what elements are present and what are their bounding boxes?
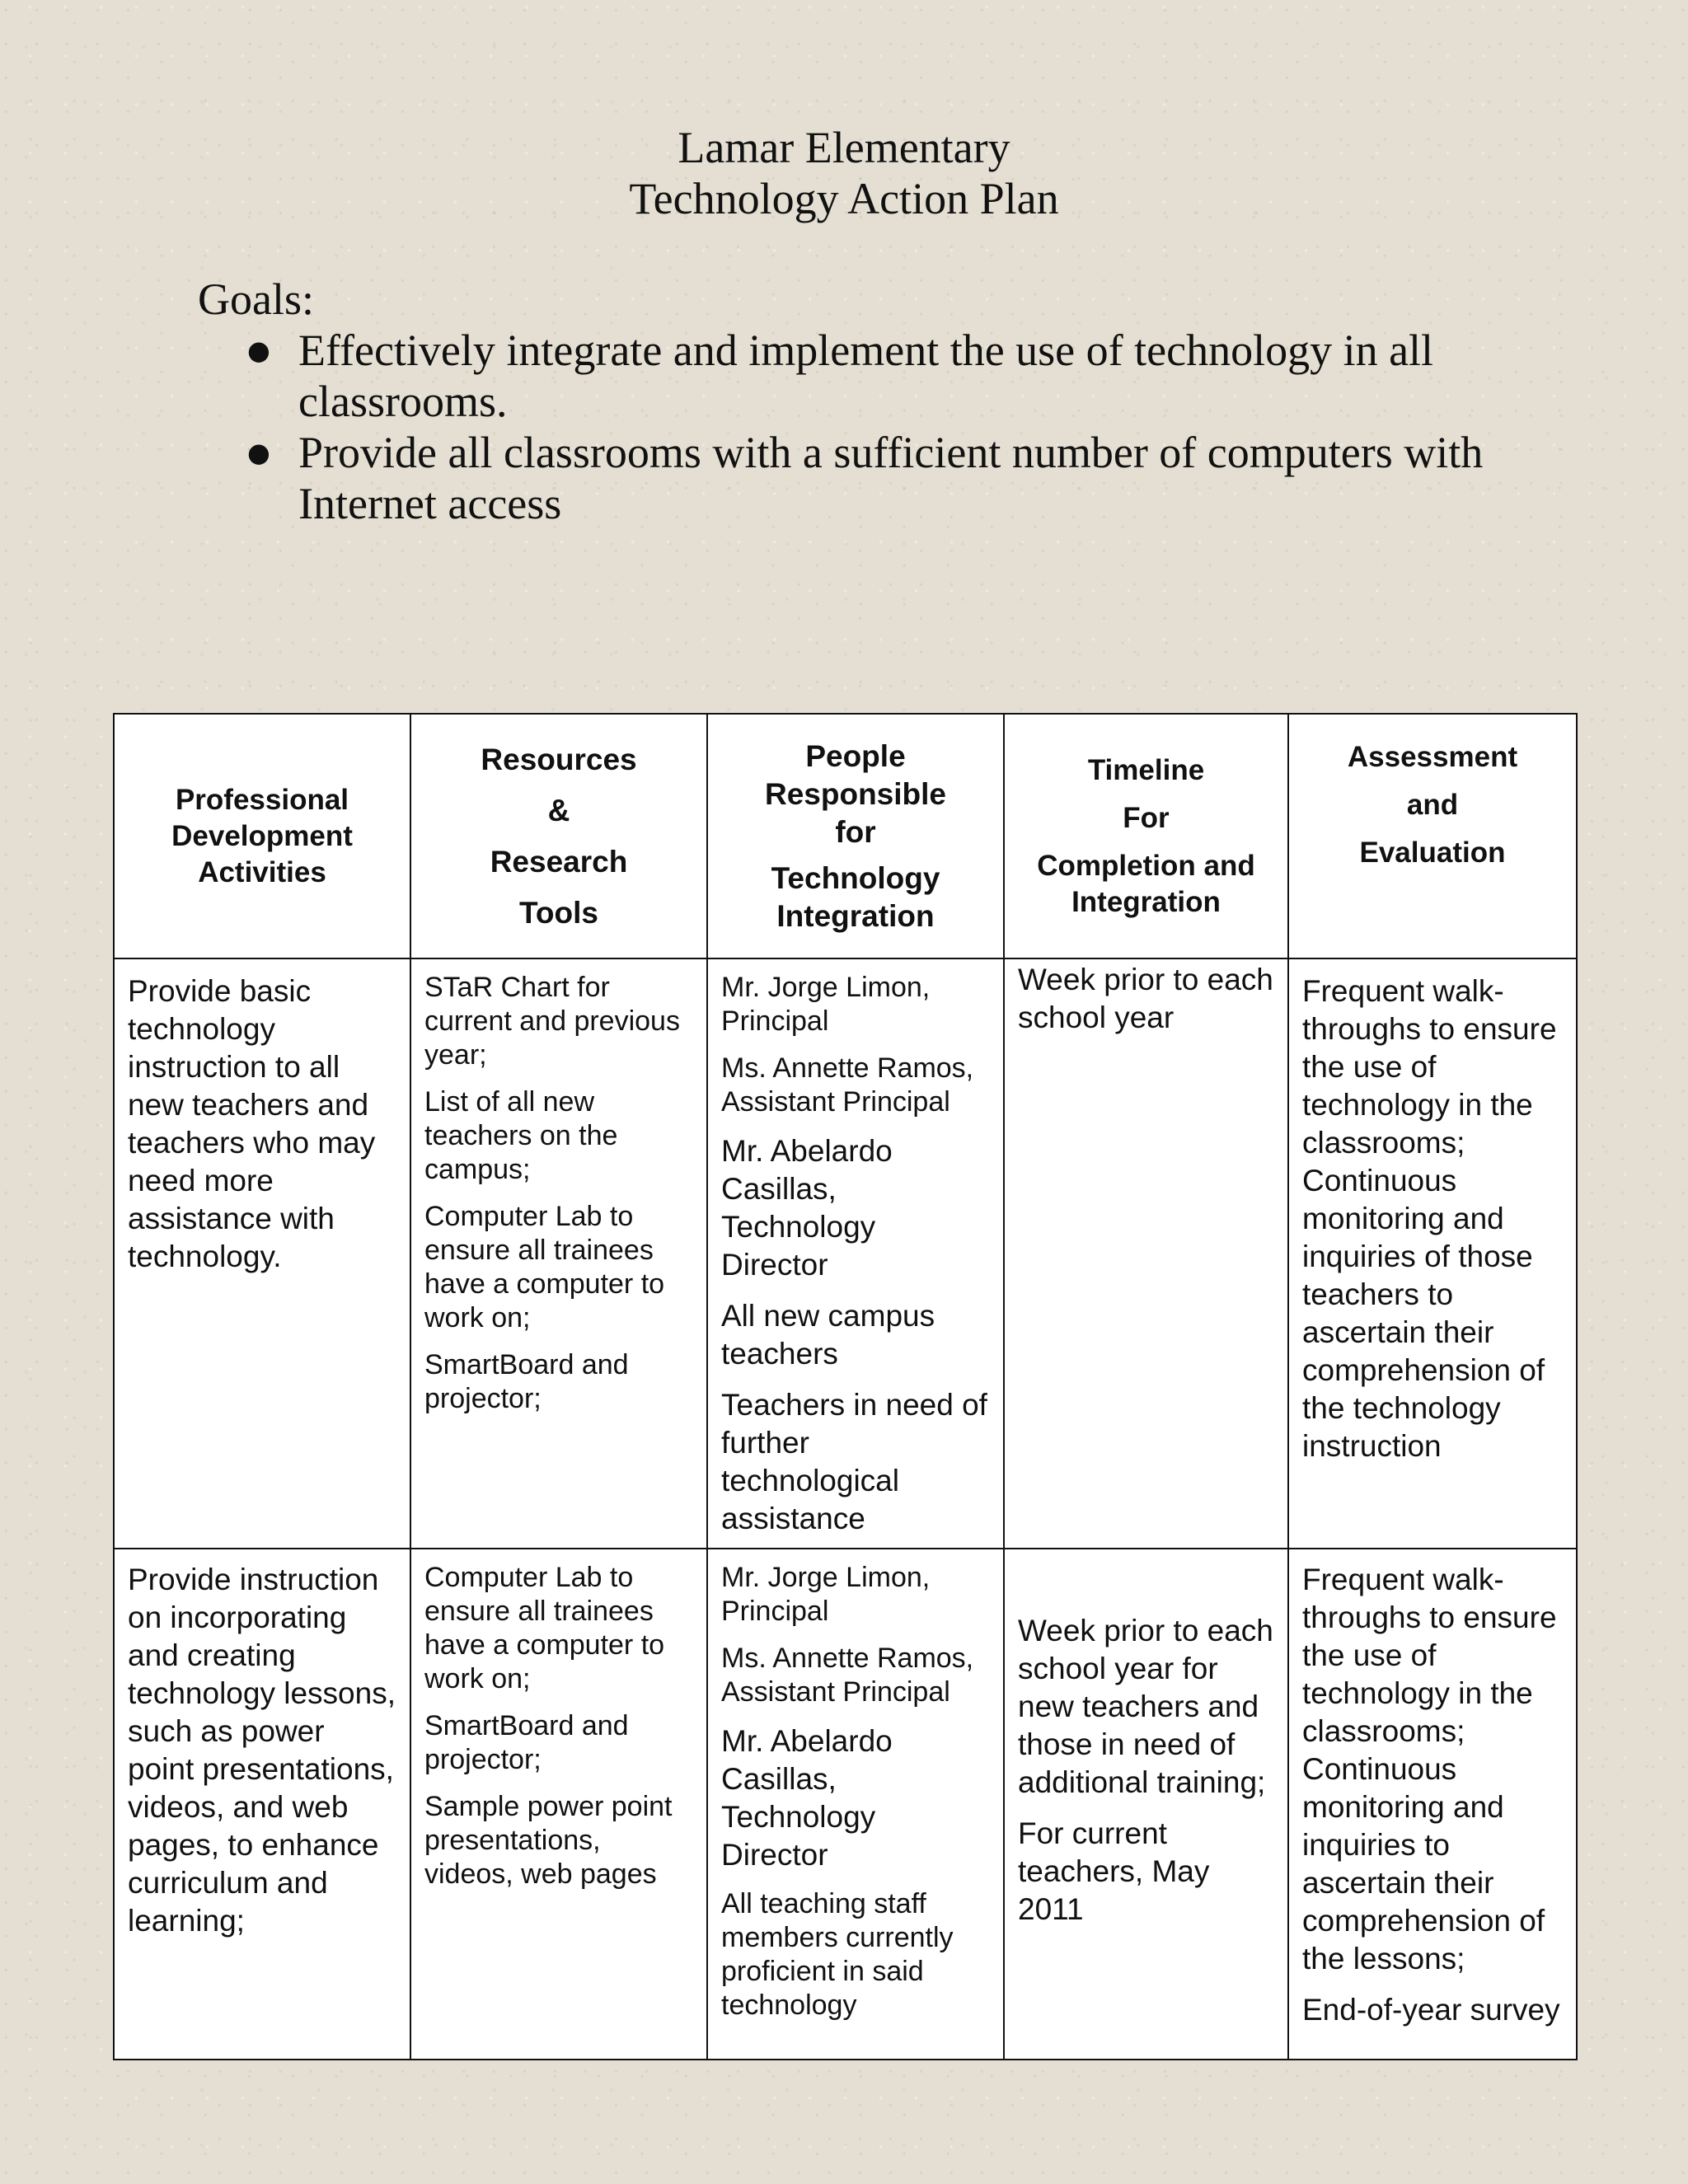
cell-text: Mr. Abelardo Casillas, Technology Director — [721, 1724, 893, 1872]
cell-text: Provide instruction on incorporating and creating technology lessons, such as power point presentations, videos, and web pages, to enhance curriculum and learning; — [128, 1563, 396, 1938]
goal-list — [198, 325, 1484, 529]
goals-section — [198, 274, 1484, 529]
cell-text: All teaching staff members currently proficient in said technology — [721, 1888, 954, 2021]
cell-text: Frequent walk-throughs to ensure the use of technology in the classrooms; Continuous monitoring and inquiries to ascertain their comprehension of the lessons; — [1302, 1563, 1557, 1975]
activity-cell — [114, 1549, 410, 2060]
cell-text: Ms. Annette Ramos, Assistant Principal — [721, 1052, 974, 1118]
people-cell — [707, 958, 1004, 1549]
resources-cell — [410, 958, 707, 1549]
timeline-cell — [1004, 1549, 1288, 2060]
cell-text: Ms. Annette Ramos, Assistant Principal — [721, 1643, 974, 1708]
resources-cell — [410, 1549, 707, 2060]
cell-text: List of all new teachers on the campus; — [424, 1086, 618, 1185]
people-cell — [707, 1549, 1004, 2060]
cell-text: SmartBoard and projector; — [424, 1710, 629, 1775]
column-header-resources — [410, 714, 707, 958]
cell-text: STaR Chart for current and previous year; — [424, 972, 680, 1071]
cell-text: Mr. Jorge Limon, Principal — [721, 1562, 931, 1627]
column-header-assessment — [1288, 714, 1577, 958]
goal-text: Effectively integrate and implement the use of technology in all classrooms. — [298, 326, 1434, 426]
table-header-row — [114, 714, 1577, 958]
cell-text: Teachers in need of further technological assistance — [721, 1388, 987, 1535]
school-name: Lamar Elementary — [678, 123, 1010, 172]
cell-text: Week prior to each school year — [1018, 963, 1273, 1034]
goal-text: Provide all classrooms with a sufficient number of computers with Internet access — [298, 428, 1484, 528]
column-header-activities — [114, 714, 410, 958]
cell-text: End-of-year survey — [1302, 1993, 1560, 2027]
header-line: Tools — [519, 895, 598, 930]
timeline-cell — [1004, 958, 1288, 1549]
table-row — [114, 958, 1577, 1549]
table-row — [114, 1549, 1577, 2060]
header-line: Technology — [771, 860, 940, 895]
header-line: Integration — [1071, 885, 1221, 918]
goals-heading: Goals: — [198, 274, 314, 324]
document-title: Technology Action Plan — [629, 174, 1059, 223]
header-line: Assessment — [1347, 741, 1518, 773]
cell-text: For current teachers, May 2011 — [1018, 1816, 1210, 1926]
activity-cell — [114, 958, 410, 1549]
cell-text: Frequent walk-throughs to ensure the use of technology in the classrooms; Continuous monitoring and inquiries of those teachers to ascertain their comprehension of the technology instruction — [1302, 974, 1557, 1463]
header-line: and — [1406, 789, 1459, 821]
cell-text: Computer Lab to ensure all trainees have a computer to work on; — [424, 1562, 665, 1694]
cell-text: Mr. Abelardo Casillas, Technology Director — [721, 1134, 893, 1282]
header-line: for — [835, 814, 876, 849]
column-header-people — [707, 714, 1004, 958]
header-line: Research — [490, 844, 628, 879]
header-line: For — [1123, 801, 1170, 834]
assessment-cell — [1288, 1549, 1577, 2060]
cell-text: Computer Lab to ensure all trainees have a computer to work on; — [424, 1201, 665, 1333]
cell-text: SmartBoard and projector; — [424, 1349, 629, 1414]
header-line: Professional — [175, 783, 349, 816]
header-line: Integration — [776, 898, 935, 933]
assessment-cell — [1288, 958, 1577, 1549]
column-header-timeline — [1004, 714, 1288, 958]
goal-item — [198, 427, 1484, 529]
header-line: Activities — [198, 855, 326, 888]
cell-text: Sample power point presentations, videos, web pages — [424, 1791, 673, 1890]
header-line: Completion and — [1037, 849, 1255, 882]
bullet-icon: ● — [247, 437, 270, 468]
bullet-icon: ● — [247, 335, 270, 366]
header-line: People Responsible — [765, 738, 946, 811]
cell-text: Provide basic technology instruction to all new teachers and teachers who may need more assistance with technology. — [128, 974, 376, 1273]
header-line: Development — [171, 819, 353, 852]
action-plan-table — [113, 713, 1578, 2060]
cell-text: Mr. Jorge Limon, Principal — [721, 972, 931, 1037]
document-header — [0, 122, 1688, 224]
header-line: Timeline — [1087, 753, 1205, 786]
goal-item — [198, 325, 1484, 427]
header-line: & — [547, 793, 570, 827]
header-line: Resources — [481, 742, 637, 776]
header-line: Evaluation — [1359, 837, 1506, 869]
cell-text: Week prior to each school year for new teachers and those in need of additional training; — [1018, 1614, 1273, 1799]
cell-text: All new campus teachers — [721, 1299, 935, 1371]
